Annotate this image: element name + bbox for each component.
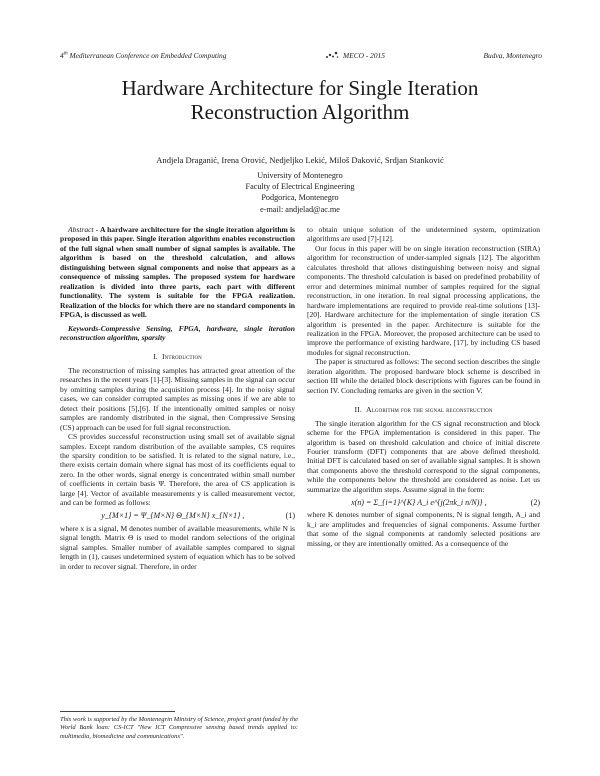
meco-block bbox=[325, 50, 385, 60]
s1-paragraph-1: The reconstruction of missing samples has attracted great attention of the researches in the recent years [1]-[3]. Missing samples in the signal can occur by omitting samples during the acquisition process [4]. In the noisy signal cases, we can consider corrupted samples as missing ones if we are able to detect their positions [5],[6]. If the intentionally omitted samples or noisy samples are randomly distributed in the signal, then Compressive Sensing (CS) approach can be used for full signal reconstruction. bbox=[60, 365, 295, 432]
university: University of Montenegro bbox=[257, 171, 343, 180]
s1-paragraph-2: CS provides successful reconstruction using small set of available signal samples. Except random distribution of the available samples, CS requires the sparsity condition to be satisfied. It is related to the signal nature, i.e., there exists certain domain where signal has most of its coefficients equal to zero. In the other words, signal energy is concentrated within small number of coefficients in certain basis Ψ. Therefore, the area of CS application is large [4]. Vector of available measurements y is called measurement vector, and can be formed as follows: bbox=[60, 432, 295, 508]
equation-2 bbox=[307, 494, 540, 510]
section-1-heading: I. Introduction bbox=[153, 352, 202, 362]
abstract bbox=[60, 225, 295, 320]
r-paragraph-4: The single iteration algorithm for the CS signal reconstruction and block scheme for the FPGA implementation is considered in this paper. The algorithm is based on threshold calculation and choice of initial discrete Fourier transform (DFT) components that are above defined threshold. Initial DFT is calculated based on set of available signal samples. It is shown that components above the threshold correspond to the signal components, while the components below the threshold are considered as noise. Let us summarize the algorithm steps. Assume signal in the form: bbox=[307, 418, 540, 494]
r-paragraph-5: where K denotes number of signal components, N is signal length, A_i and k_i are amplitudes and frequencies of signal components. Assume further that some of the signal components at randomly selected positions are missing, or they are intentionally omitted. As a consequence of the bbox=[307, 510, 540, 548]
equation-2-number: (2) bbox=[530, 497, 540, 507]
section-2-heading: II. Algorithm for the signal reconstruction bbox=[354, 405, 493, 415]
title-line-2: Reconstruction Algorithm bbox=[190, 100, 410, 124]
abstract-label: Abstract - bbox=[68, 225, 99, 234]
footnote: This work is supported by the Montenegrin Ministry of Science, project grant funded by the World Bank loan: CS-ICT "New ICT Compressive sensing based trends applied to: multimedia, biomedicine and communications". bbox=[60, 716, 298, 740]
r-paragraph-3: The paper is structured as follows: The second section describes the single iteration algorithm. The proposed hardware block scheme is described in section III while the detailed block descriptions with figures can be found in section IV. Concluding remarks are given in the section V. bbox=[307, 357, 540, 395]
email: e-mail: andjelad@ac.me bbox=[260, 204, 340, 214]
equation-1-number: (1) bbox=[285, 510, 295, 520]
meco-label: MECO - 2015 bbox=[343, 50, 385, 60]
footnote-rule bbox=[60, 711, 175, 712]
left-column bbox=[60, 225, 295, 571]
affiliation bbox=[40, 170, 560, 215]
author-list: Andjela Draganić, Irena Orović, Nedjeljko Lekić, Miloš Daković, Srdjan Stanković bbox=[156, 155, 444, 165]
right-column bbox=[307, 225, 540, 548]
title-line-1: Hardware Architecture for Single Iteration bbox=[121, 76, 479, 100]
s1-paragraph-3: where x is a signal, M denotes number of available measurements, while N is signal length. Matrix Θ is used to model random selections of the original signal samples. Smaller number of available samples compared to signal length in (1), causes undetermined system of equation which has to be solved in order to recover signal. Therefore, in order bbox=[60, 523, 295, 571]
conference-location: Budva, Montenegro bbox=[483, 50, 542, 60]
r-paragraph-1: to obtain unique solution of the undetermined system, optimization algorithms are used [7]-[12]. bbox=[307, 225, 540, 244]
r-paragraph-2: Our focus in this paper will be on single iteration reconstruction (SIRA) algorithm for reconstruction of under-sampled signals [12]. The algorithm calculates threshold that allows distinguishing between noisy and signal components. The threshold calculation is based on predefined probability of error and determines minimal number of samples required for the signal reconstruction, in one iteration. In real signal processing applications, the hardware implementations are required to provide real-time solutions [13]-[20]. Hardware architecture for the implementation of single iteration CS algorithm is presented in the paper. Architecture is suitable for the realization in the FPGA. Moreover, the proposed architecture can be used to improve the performance of existing hardware, [17], by including CS based modules for signal reconstruction. bbox=[307, 243, 540, 357]
paper-title bbox=[40, 76, 560, 124]
conference-name: 4th Mediterranean Conference on Embedded Computing bbox=[60, 50, 227, 60]
meco-logo-icon bbox=[325, 50, 339, 60]
equation-1 bbox=[60, 508, 295, 524]
keywords: Keywords-Compressive Sensing, FPGA, hardware, single iteration reconstruction algorithm, sparsity bbox=[60, 323, 295, 342]
abstract-text: A hardware architecture for the single iteration algorithm is proposed in this paper. Single iteration algorithm enables reconstruction of the full signal when small number of signal samples is available. The algorithm is based on the threshold calculation, and allows distinguishing between signal components and noise that appears as a consequence of missing samples. The proposed system for hardware realization is divided into three parts, each part with different functionality. The system is suitable for the FPGA realization. Realization of the blocks for which there are no standard components in FPGA, is discussed as well. bbox=[60, 225, 295, 320]
equation-2-expr: x(n) = Σ_{i=1}^{K} A_i e^{j(2πk_i n/N)} , bbox=[351, 497, 487, 507]
city: Podgorica, Montenegro bbox=[261, 193, 339, 203]
running-header bbox=[60, 50, 542, 60]
faculty: Faculty of Electrical Engineering bbox=[245, 182, 355, 192]
equation-1-expr: y_{M×1} = Ψ_{M×N} Θ_{M×N} x_{N×1} , bbox=[101, 510, 245, 520]
